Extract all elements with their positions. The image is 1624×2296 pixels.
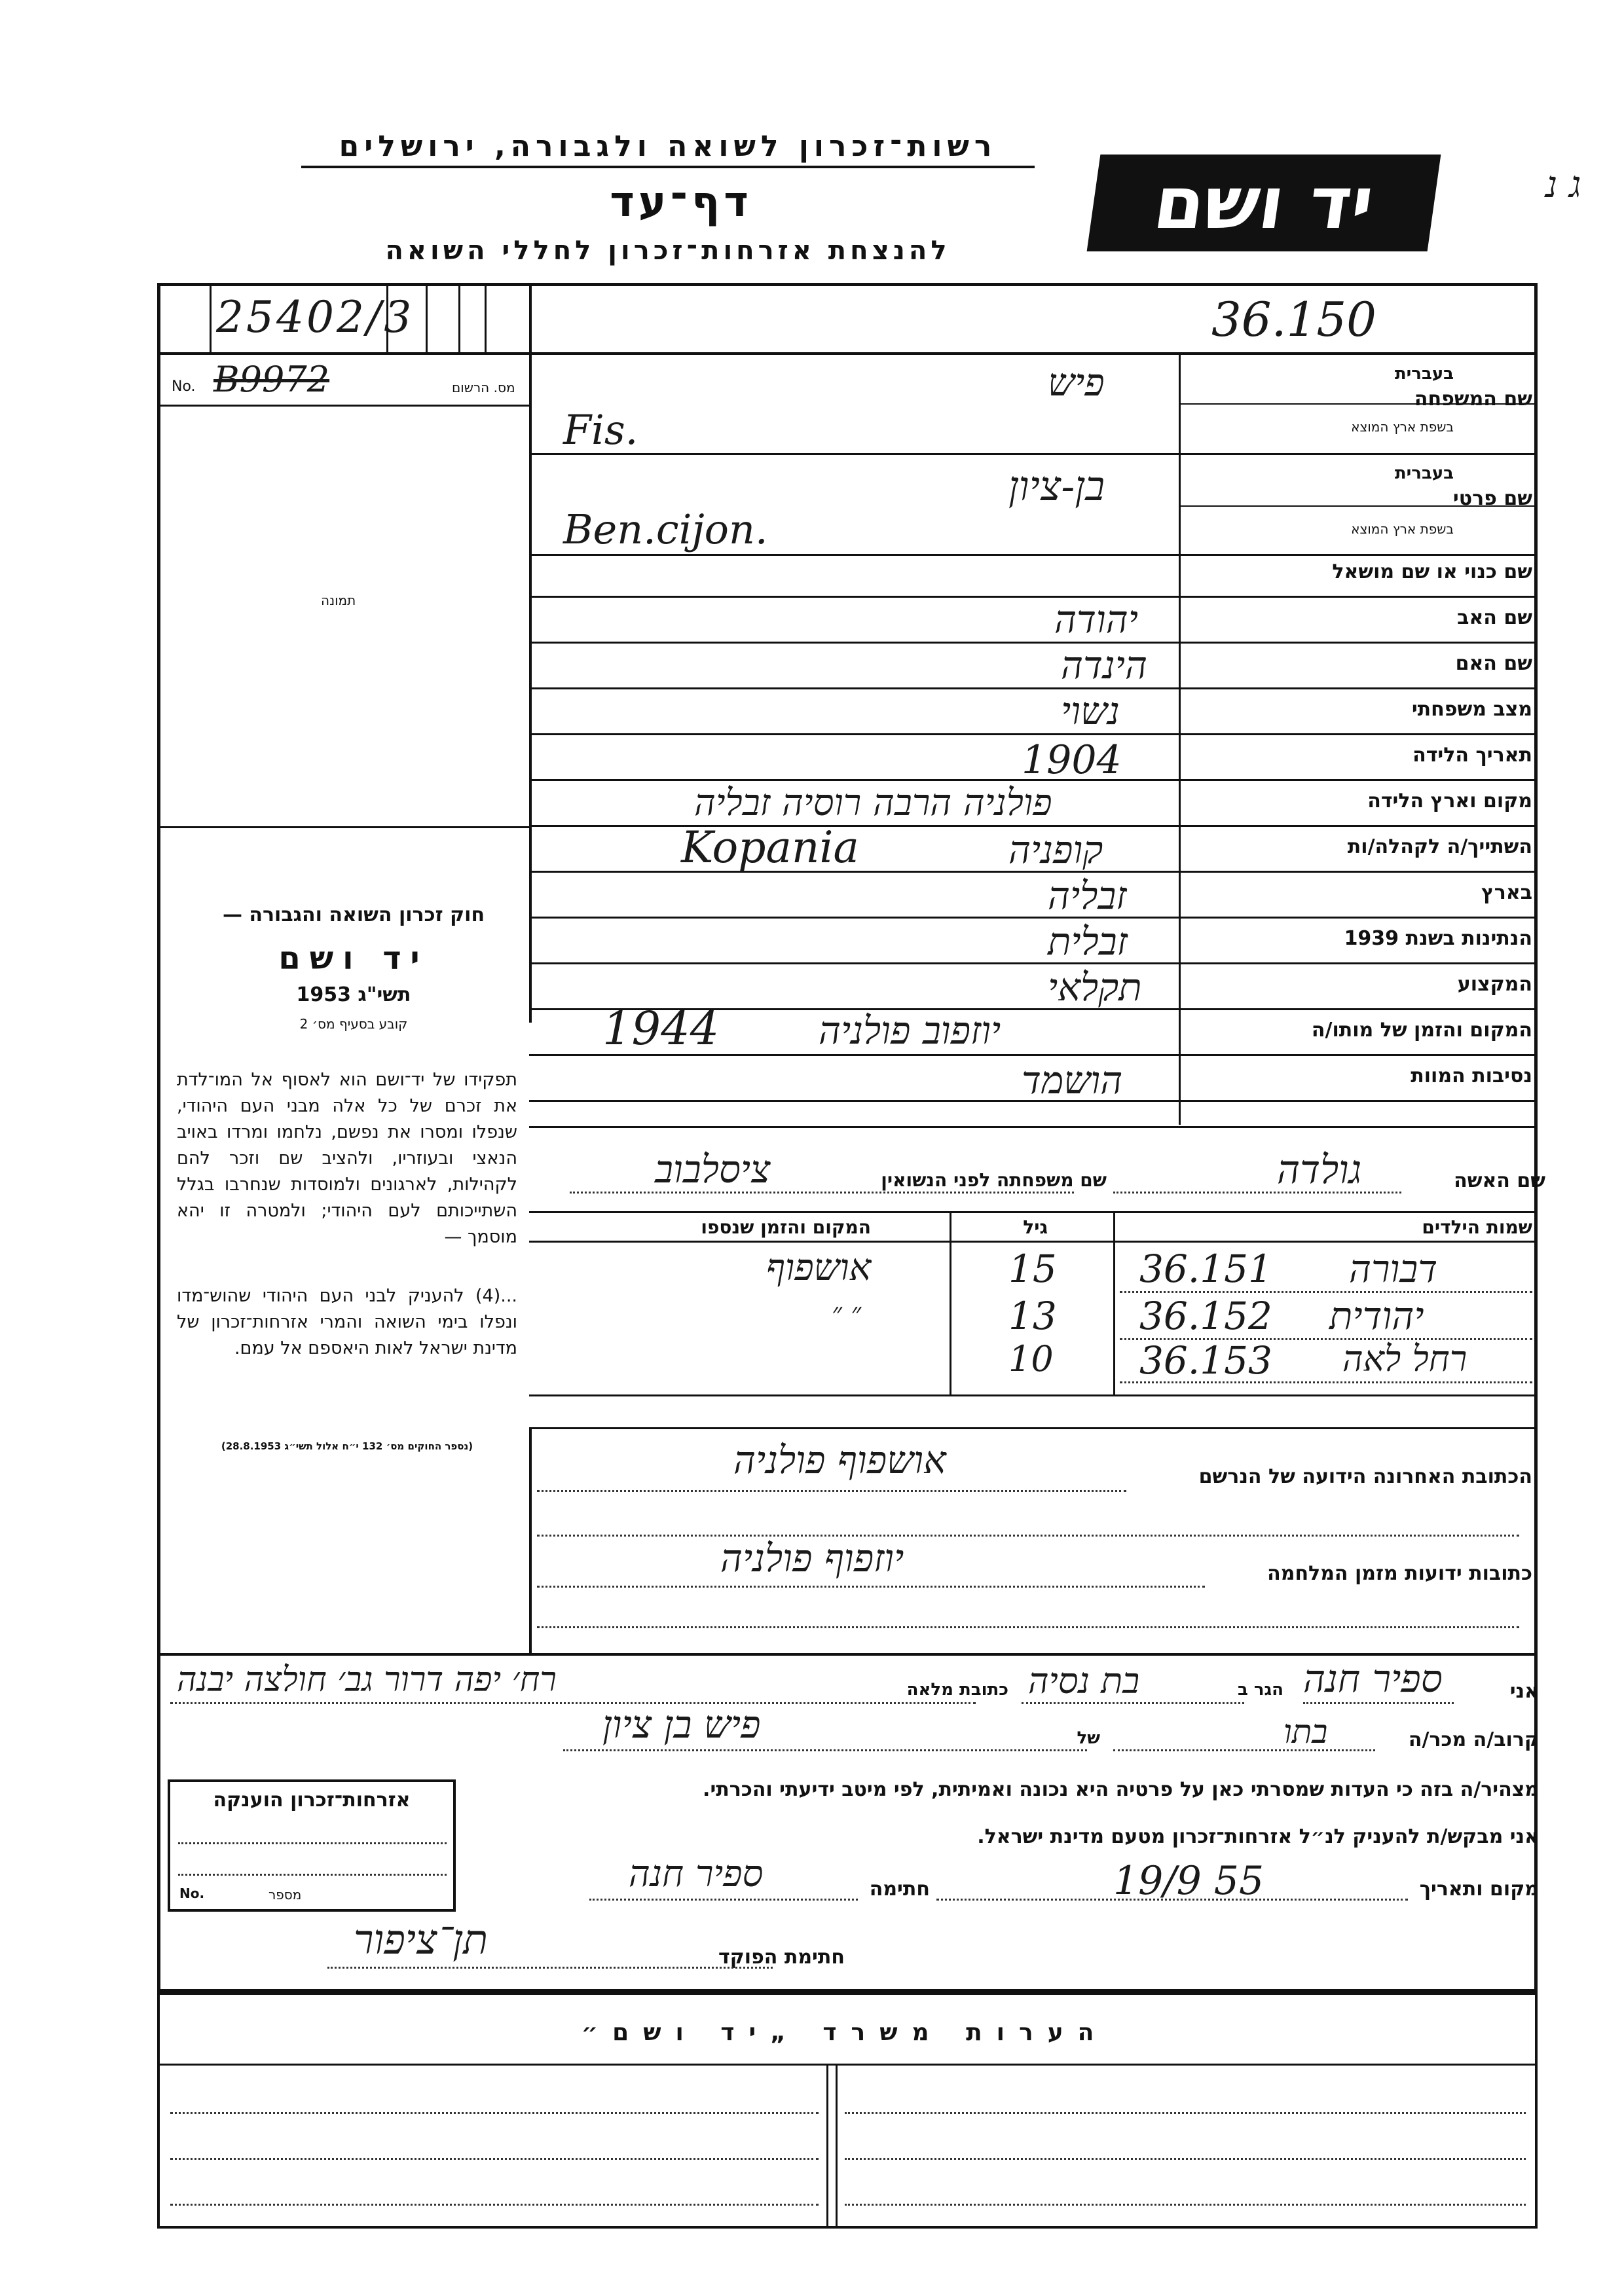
country-label: בארץ: [1481, 881, 1532, 904]
officer-signature-value[interactable]: תן־ציפור: [354, 1916, 488, 1963]
granted-box: [168, 1779, 456, 1912]
death-place[interactable]: יוזפוב פולניה: [819, 1008, 1001, 1053]
children-place-header: המקום והזמן שנספו: [701, 1216, 871, 1238]
relative-value[interactable]: בתו: [1283, 1713, 1328, 1751]
form-title: דף־עד: [610, 178, 752, 227]
place-date-label: מקום ותאריך: [1419, 1878, 1539, 1901]
child-age[interactable]: 13: [1008, 1294, 1057, 1338]
law-citation: (נספר החוקים מס׳ 132 י״ח אלול תשי״ג 28.8.1953): [221, 1440, 473, 1452]
yad-vashem-logo: יד ושם: [1087, 155, 1441, 251]
request-text: אני מבקש/ת להעניק לנ״ל אזרחות־זכרון מטעם מדינת ישראל.: [977, 1825, 1539, 1848]
declarant-resides-label: הגר ב: [1237, 1680, 1283, 1700]
child-place[interactable]: אושפוף: [766, 1247, 872, 1289]
place-date-value[interactable]: 19/9 55: [1113, 1858, 1264, 1904]
firstname-hebrew-label: בעברית: [1394, 464, 1454, 483]
father-value[interactable]: יהודה: [1054, 597, 1138, 642]
death-label: המקום והזמן של מותו/ה: [1311, 1019, 1532, 1042]
surname-hebrew-label: בעברית: [1394, 364, 1454, 384]
signature-value[interactable]: ספיר חנה: [629, 1853, 764, 1895]
firstname-label: שם פרטי: [1452, 487, 1532, 510]
surname-native-label: בשפת ארץ המוצא: [1351, 419, 1454, 435]
war-address-value[interactable]: יוזפוף פולניה: [720, 1536, 904, 1580]
birthplace-label: מקום וארץ הלידה: [1367, 790, 1532, 812]
community-label: השתייך/ה לקהלה/ות: [1347, 835, 1532, 858]
law-paragraph-2: ...(4) להעניק לבני העם היהודי שהוש־מדו ונפלו בימי השואה והמרי אזרחות־זכרון של מדינת ישראל לאות היאספם אל עמם.: [177, 1286, 517, 1358]
surname-native-value[interactable]: Fis.: [563, 406, 638, 454]
mother-label: שם האם: [1455, 652, 1532, 675]
child-code: 36.153: [1139, 1338, 1272, 1383]
marital-label: מצב משפחתי: [1411, 698, 1532, 721]
citizenship-value[interactable]: זבלית: [1048, 919, 1128, 964]
form-subtitle: להנצחת אזרחות־זכרון לחללי השואה: [385, 236, 951, 266]
authority-heading: רשות־זכרון לשואה ולגבורה, ירושלים: [301, 130, 1035, 168]
firstname-native-label: בשפת ארץ המוצא: [1351, 521, 1454, 537]
last-address-label: הכתובת האחרונה הידועה של הנרשם: [1198, 1465, 1532, 1488]
surname-label: שם המשפחה: [1414, 388, 1532, 410]
country-value[interactable]: זבליה: [1048, 873, 1127, 918]
law-name: יד ושם: [278, 940, 429, 977]
birthplace-value[interactable]: פולניה הרבה רוסיה זבליה: [694, 782, 1052, 824]
law-clause: קובע בסעיף מס׳ 2: [299, 1016, 408, 1032]
granted-box-no: No.: [179, 1886, 205, 1901]
declaration-text: מצהיר/ה בזה כי העדות שמסרתי כאן על פרטיה היא נכונה ואמיתית, לפי מיטב ידיעתי והכרתי.: [703, 1778, 1539, 1801]
of-value[interactable]: פיש בן ציון: [602, 1702, 761, 1747]
wife-value[interactable]: גולדה: [1277, 1147, 1362, 1193]
firstname-hebrew-value[interactable]: בן-ציון: [1008, 462, 1105, 510]
circumstances-value[interactable]: הושמד: [1022, 1058, 1123, 1102]
declarant-resides-value[interactable]: בת נסיה: [1028, 1660, 1140, 1702]
last-address-value[interactable]: אושפוף פולניה: [733, 1438, 946, 1482]
photo-label: תמונה: [321, 592, 356, 608]
child-name[interactable]: דבורה: [1349, 1247, 1438, 1291]
of-label: של: [1077, 1728, 1100, 1748]
birthdate-value[interactable]: 1904: [1022, 737, 1122, 783]
circumstances-label: נסיבות המוות: [1411, 1065, 1532, 1087]
declarant-address-value[interactable]: רח׳ יפה דרור גב׳ חולצה יבנה: [177, 1660, 557, 1700]
record-code: 25402/3: [216, 292, 415, 342]
child-age[interactable]: 15: [1008, 1247, 1057, 1291]
child-place[interactable]: ״ ״: [832, 1296, 862, 1328]
declarant-name[interactable]: ספיר חנה: [1303, 1656, 1443, 1701]
birthdate-label: תאריך הלידה: [1412, 744, 1532, 767]
firstname-native-value[interactable]: Ben.cijon.: [563, 505, 768, 553]
profession-label: המקצוע: [1457, 973, 1532, 996]
mother-value[interactable]: הינדה: [1061, 643, 1147, 687]
wife-label: שם האשה: [1454, 1169, 1545, 1192]
citizenship-label: הנתינות בשנת 1939: [1344, 927, 1532, 950]
profession-value[interactable]: תקלאי: [1048, 965, 1142, 1010]
community-native-value[interactable]: Kopania: [681, 822, 859, 873]
surname-hebrew-value[interactable]: פיש: [1048, 360, 1105, 405]
child-name[interactable]: רחל לאה: [1342, 1338, 1467, 1379]
law-paragraph-1: תפקידו של יד־ושם הוא לאסוף אל המו־לדת את זכרם של כל אלה מבני העם היהודי, שנפלו ומסרו את נפשם, נלחמו ומרדו באויב הנאצי ובעוזריו, ולהציב שם וזכר להם לקהילות, לארגונים ולמוסדות שנחרבו בגלל השתייכותם לעם היהודי; ולמטרה זו יהא מוסמך —: [177, 1070, 517, 1247]
corner-mark: ג נ: [1545, 164, 1581, 206]
law-heading: חוק זכרון השואה והגבורה —: [222, 903, 485, 926]
reg-no-prefix: No.: [172, 378, 196, 395]
nickname-label: שם כנוי או שם מושאל: [1332, 560, 1532, 583]
maiden-value[interactable]: ציסלבוב: [655, 1147, 771, 1192]
relative-label: קרוב/ה מכר/ה: [1408, 1728, 1539, 1751]
child-code: 36.151: [1139, 1247, 1272, 1291]
signature-label: חתימה: [869, 1878, 930, 1901]
granted-box-number-label: מספר: [268, 1887, 302, 1903]
children-names-header: שמות הילדים: [1422, 1216, 1532, 1238]
war-address-label: כתובות ידועות מזמן המלחמה: [1267, 1562, 1532, 1585]
reg-no-value: B9972: [213, 359, 330, 400]
child-name[interactable]: יהודית: [1329, 1294, 1424, 1338]
declarant-i-label: אני: [1509, 1680, 1539, 1703]
officer-signature-label: חתימת הפוקד: [718, 1946, 845, 1969]
maiden-label: שם משפחתה לפני הנשואין: [881, 1169, 1107, 1191]
reg-no-label: מס. הרשום: [452, 380, 515, 395]
death-year[interactable]: 1944: [602, 1002, 720, 1055]
children-age-header: גיל: [1023, 1216, 1048, 1238]
law-year: תשי"ג 1953: [296, 983, 411, 1006]
father-label: שם האב: [1457, 606, 1532, 629]
granted-box-title: אזרחות־זכרון הוענקה: [213, 1789, 411, 1812]
child-age[interactable]: 10: [1008, 1338, 1054, 1379]
declarant-address-label: כתובת מלאה: [906, 1680, 1008, 1700]
notes-title: הערות משרד „יד ושם״: [581, 2019, 1109, 2046]
file-number: 36.150: [1211, 292, 1376, 347]
marital-value[interactable]: נשוי: [1061, 689, 1120, 733]
community-hebrew-value[interactable]: קופניה: [1008, 828, 1103, 872]
child-code: 36.152: [1139, 1294, 1272, 1338]
